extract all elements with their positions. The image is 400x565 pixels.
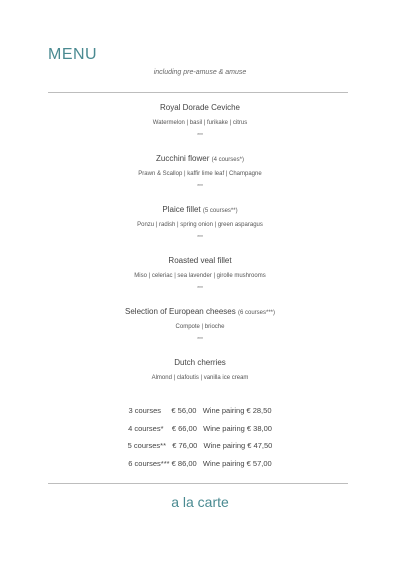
bottom-divider [48, 483, 348, 484]
course-note: (5 courses**) [202, 208, 238, 214]
course-separator: *** [197, 337, 203, 343]
course-note: (6 courses***) [237, 310, 275, 316]
course-name: Royal Dorade Ceviche [159, 103, 241, 112]
course-separator: *** [197, 286, 203, 292]
a-la-carte-heading: a la carte [171, 494, 229, 510]
price-row: 6 courses*** € 86,00 Wine pairing € 57,00 [128, 458, 272, 468]
course-description: Prawn & Scallop | kaffir lime leaf | Champagne [138, 171, 262, 177]
course-item [0, 204, 400, 255]
price-row: 5 courses** € 76,00 Wine pairing € 47,50 [127, 441, 273, 450]
course-note: (4 courses*) [211, 157, 244, 163]
course-description: Compote | brioche [175, 324, 225, 330]
course-name: Dutch cherries [174, 358, 226, 367]
menu-title: MENU [48, 46, 98, 63]
course-name: Roasted veal fillet [168, 256, 232, 265]
course-name: Plaice fillet (5 courses**) [162, 205, 238, 214]
course-item [0, 306, 400, 357]
course-separator: *** [197, 235, 203, 241]
top-divider [48, 92, 348, 93]
course-name: Zucchini flower (4 courses*) [156, 154, 244, 163]
course-item [0, 102, 400, 153]
course-description: Ponzu | radish | spring onion | green asparagus [137, 222, 263, 228]
course-separator: *** [197, 133, 203, 139]
course-description: Almond | clafoutis | vanilla ice cream [151, 375, 249, 381]
price-row: 4 courses* € 66,00 Wine pairing € 38,00 [128, 423, 272, 433]
course-name: Selection of European cheeses (6 courses***) [125, 307, 275, 316]
course-list [0, 102, 400, 408]
course-separator: *** [197, 184, 203, 190]
course-description: Miso | celeriac | sea lavender | girolle mushrooms [134, 273, 266, 279]
price-row: 3 courses € 56,00 Wine pairing € 28,50 [128, 406, 272, 415]
menu-subtitle: including pre-amuse & amuse [153, 69, 247, 76]
price-list [0, 406, 400, 476]
course-item [0, 255, 400, 306]
course-description: Watermelon | basil | furikake | citrus [152, 120, 248, 126]
course-item [0, 357, 400, 408]
course-item [0, 153, 400, 204]
